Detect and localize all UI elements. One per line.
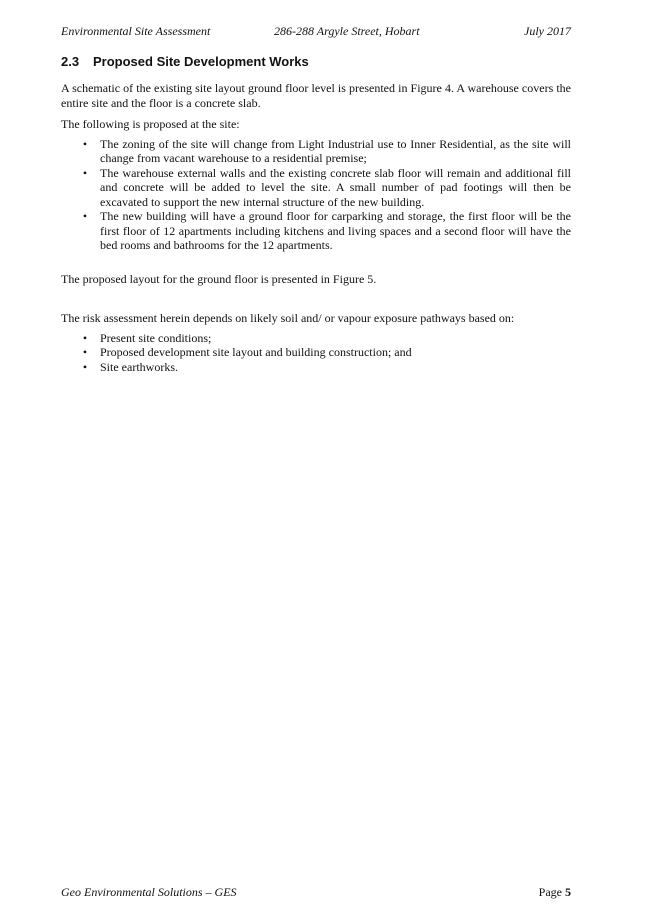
following-paragraph: The following is proposed at the site: — [61, 117, 240, 131]
bullet-icon: • — [82, 165, 88, 180]
list-item — [61, 331, 571, 346]
section-body — [61, 81, 571, 374]
bullet-icon: • — [82, 330, 88, 345]
section-number: 2.3 — [61, 54, 80, 69]
bullet-icon: • — [82, 345, 88, 359]
page-header — [61, 23, 571, 39]
section-title: Proposed Site Development Works — [93, 54, 309, 69]
list-item — [61, 137, 571, 166]
list-item-text: Present site conditions; — [100, 330, 212, 345]
page-footer — [61, 884, 571, 900]
bullet-icon: • — [82, 136, 88, 151]
list-item-text: Site earthworks. — [100, 359, 178, 374]
pathway-list — [61, 331, 571, 375]
header-date: July 2017 — [524, 24, 571, 38]
page-number: 5 — [565, 885, 571, 899]
header-document-title: Environmental Site Assessment — [61, 24, 211, 38]
footer-company: Geo Environmental Solutions – GES — [61, 885, 237, 899]
list-item-text: Proposed development site layout and building construction; and — [100, 345, 412, 359]
list-item — [61, 360, 571, 375]
footer-page — [539, 884, 571, 900]
section-heading — [61, 53, 571, 71]
list-item — [61, 345, 571, 360]
list-item-text: The warehouse external walls and the existing concrete slab floor will remain and additional fill and concrete will be added to level the site. A small number of pad footings will then be excavated to support the new internal structure of the new building. — [100, 165, 571, 209]
list-item — [61, 166, 571, 210]
list-item-text: The new building will have a ground floor for carparking and storage, the first floor will be the first floor of 12 apartments including kitchens and living spaces and a second floor will have the bed rooms and bathrooms for the 12 apartments. — [100, 209, 571, 252]
bullet-icon: • — [82, 359, 88, 374]
list-item-text: The zoning of the site will change from Light Industrial use to Inner Residential, as the site will change from vacant warehouse to a residential premise; — [100, 136, 571, 165]
header-site-address: 286-288 Argyle Street, Hobart — [274, 24, 420, 38]
intro-paragraph: A schematic of the existing site layout ground floor level is presented in Figure 4. A warehouse covers the entire site and the floor is a concrete slab. — [61, 81, 571, 110]
risk-paragraph: The risk assessment herein depends on likely soil and/ or vapour exposure pathways based on: — [61, 311, 515, 325]
proposal-list — [61, 137, 571, 253]
layout-paragraph: The proposed layout for the ground floor is presented in Figure 5. — [61, 271, 377, 286]
bullet-icon: • — [82, 209, 88, 223]
page-label: Page — [538, 885, 562, 899]
list-item — [61, 209, 571, 253]
